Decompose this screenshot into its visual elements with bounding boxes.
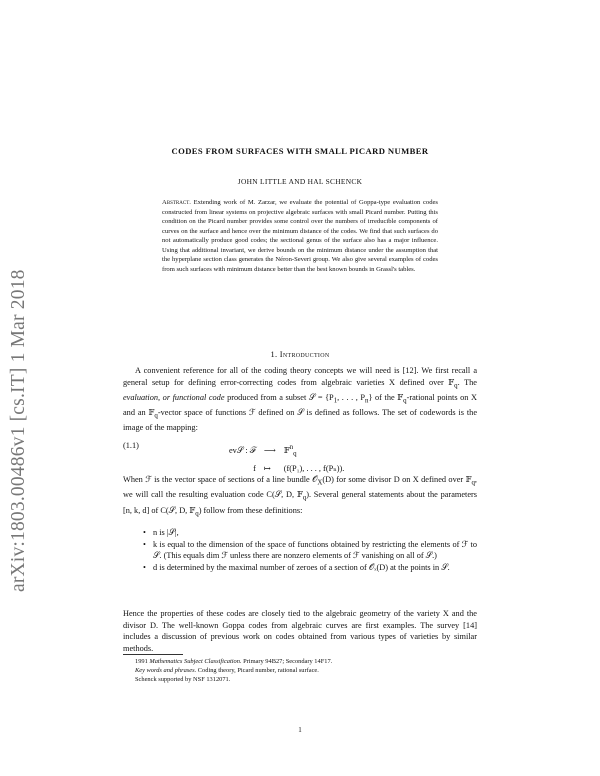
abstract-label: Abstract. xyxy=(162,199,191,206)
eq-row1-arrow: ⟶ xyxy=(263,446,276,456)
arxiv-identifier: arXiv:1803.00486v1 [cs.IT] 1 Mar 2018 xyxy=(8,269,29,592)
eq-row2-left: f xyxy=(253,464,256,474)
paper-title: CODES FROM SURFACES WITH SMALL PICARD NUMBER xyxy=(171,146,429,156)
eq-row1-right: 𝔽$^n_q$ xyxy=(283,444,297,458)
equation-1-1 xyxy=(225,440,348,476)
parameter-list xyxy=(143,527,477,573)
list-item: • n is |𝒮|, xyxy=(143,527,477,539)
intro-paragraph-1: A convenient reference for all of the coding theory concepts we will need is [12]. We first recall a general setup for defining error-correcting codes from algebraic varieties X defined over 𝔽$_q$. The evaluation, or functional code produced from a subset 𝒮 = {$P_1$, . . . , $P_n$} of the 𝔽$_q$-rational points on X and an 𝔽$_q$-vector space of functions ℱ defined on 𝒮 is defined as follows. The set of codewords is the image of the mapping: xyxy=(123,366,477,433)
abstract-text: Extending work of M. Zarzar, we evaluate the potential of Goppa-type evaluation codes constructed from linear systems on projective algebraic surfaces with small Picard number. Putting this condition on the Picard number provides some control over the numbers of irreducible components of curves on the surface and hence over the minimum distance of the codes. We find that such surfaces do not automatically produce good codes; the sectional genus of the surface also has a major influence. Using that additional invariant, we derive bounds on the minimum distance under the assumption that the hyperplane section class generates the Néron-Severi group. We also give several examples of codes from such surfaces with minimum distance better than the best known bounds in Grassl's tables. xyxy=(162,199,438,273)
list-item: • d is determined by the maximal number of zeroes of a section of 𝒪ₓ(D) at the points in 𝒮. xyxy=(143,562,477,574)
section-heading-introduction xyxy=(123,350,477,359)
paper-authors: JOHN LITTLE AND HAL SCHENCK xyxy=(237,177,363,186)
page-number: 1 xyxy=(298,726,302,734)
intro-paragraph-2: When ℱ is the vector space of sections of a line bundle 𝒪$_X$(D) for some divisor D on X defined over 𝔽$_q$, we will call the resulting evaluation code C(𝒮, D, 𝔽$_q$). Several general statements about the parameters [n, k, d] of C(𝒮, D, 𝔽$_q$) follow from these definitions: xyxy=(123,475,477,518)
section-number: 1. xyxy=(270,350,278,359)
footnotes xyxy=(135,657,475,684)
intro-paragraph-3: Hence the properties of these codes are closely tied to the algebraic geometry of the variety X and the divisor D. The well-known Goppa codes from algebraic curves are first examples. The survey [14] includes a discussion of previous work on codes obtained from various types of varieties by similar methods. xyxy=(123,609,477,653)
arxiv-stamp xyxy=(4,192,34,592)
footnote-msc: 1991 Mathematics Subject Classification. Primary 94B27; Secondary 14F17. xyxy=(135,658,333,665)
list-item: • k is equal to the dimension of the space of functions obtained by restricting the elements of ℱ to 𝒮. (This equals dim ℱ unless there are nonzero elements of ℱ vanishing on all of 𝒮.) xyxy=(143,539,477,562)
footnote-support: Schenck supported by NSF 1312071. xyxy=(135,676,231,683)
eq-row2-right: (f(P₁), . . . , f(Pₙ)). xyxy=(283,464,345,474)
eq-row1-left: ev𝒮 : ℱ xyxy=(229,446,256,456)
section-title: Introduction xyxy=(279,350,330,359)
equation-label: (1.1) xyxy=(123,441,139,450)
emphasis-evaluation-code: evaluation, or functional code xyxy=(123,392,225,402)
eq-row2-arrow: ↦ xyxy=(263,464,271,474)
abstract xyxy=(162,198,438,274)
footnote-keywords: Key words and phrases. Coding theory, Picard number, rational surface. xyxy=(135,667,319,674)
footnote-divider xyxy=(123,654,183,655)
